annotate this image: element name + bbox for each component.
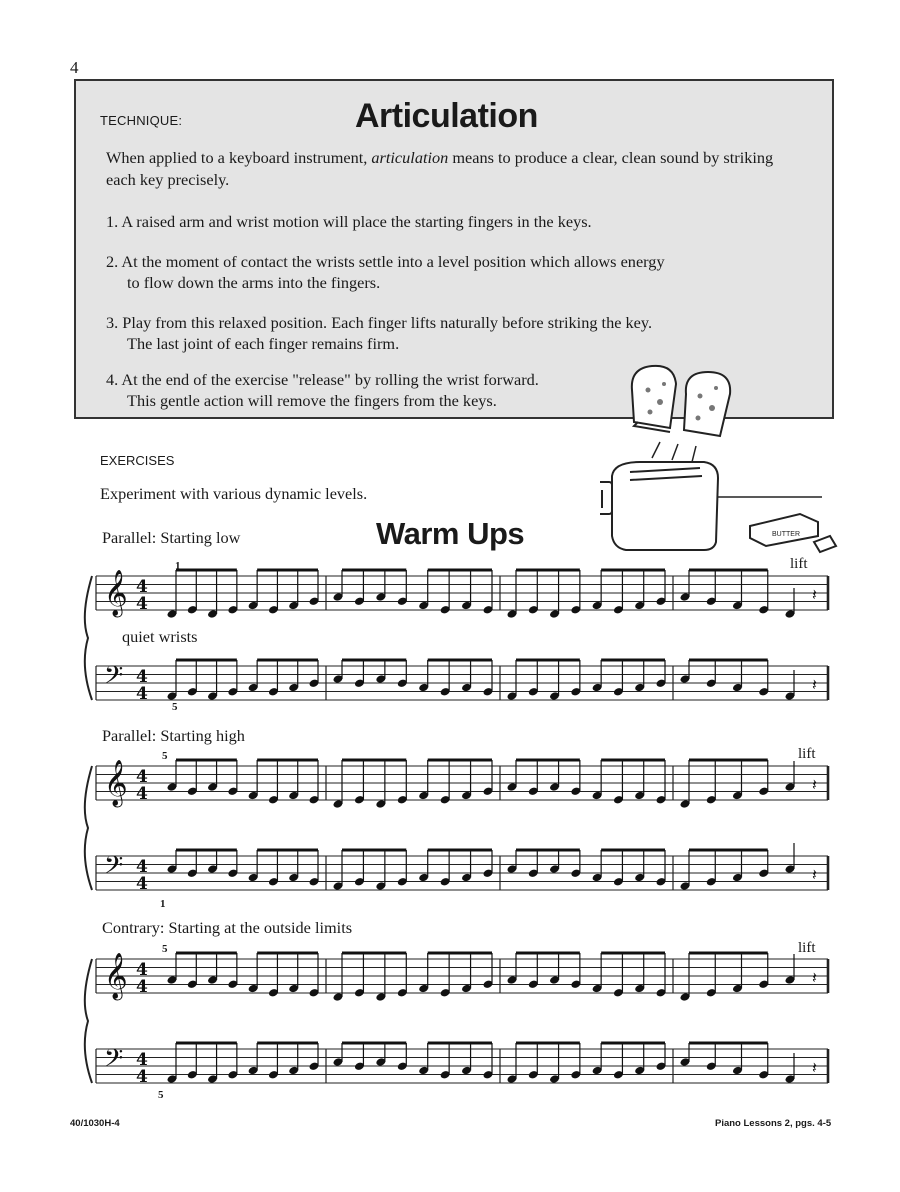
- grand-staff-brace: [85, 766, 92, 890]
- rest-icon: 𝄽: [812, 775, 817, 794]
- rest-icon: 𝄽: [812, 865, 817, 884]
- technique-step: 3. Play from this relaxed position. Each finger lifts naturally before striking the key. The last joint of each finger remains firm.: [106, 313, 653, 353]
- treble-clef-icon: 𝄞: [104, 570, 128, 616]
- svg-text:BUTTER: BUTTER: [772, 531, 800, 538]
- intro-emphasis: articulation: [371, 148, 449, 167]
- intro-suffix: means to produce a clear, clean sound by striking each key precisely.: [106, 148, 774, 189]
- time-signature: 4: [136, 977, 148, 997]
- quiet-wrists-annotation: quiet wrists: [122, 627, 198, 646]
- rest-icon: 𝄽: [812, 968, 817, 987]
- section-label: Contrary: Starting at the outside limits: [102, 918, 353, 937]
- time-signature: 4: [136, 594, 148, 614]
- time-signature: 4: [136, 767, 148, 787]
- rest-icon: 𝄽: [812, 675, 817, 694]
- footer-reference: Piano Lessons 2, pgs. 4-5: [715, 1118, 832, 1129]
- finger-number: 5: [162, 750, 168, 762]
- warm-ups-title: Warm Ups: [376, 516, 525, 551]
- exercises-label: EXERCISES: [100, 453, 175, 468]
- lift-marking: lift: [798, 746, 816, 762]
- page-title: Articulation: [355, 97, 538, 135]
- time-signature: 4: [136, 684, 148, 704]
- time-signature: 4: [136, 874, 148, 894]
- lift-marking: lift: [790, 556, 808, 572]
- bass-clef-icon: 𝄢: [104, 1044, 124, 1079]
- treble-clef-icon: 𝄞: [104, 760, 128, 806]
- intro-prefix: When applied to a keyboard instrument,: [106, 148, 372, 167]
- bass-clef-icon: 𝄢: [104, 851, 124, 886]
- time-signature: 4: [136, 960, 148, 980]
- footer-code: 40/1030H-4: [70, 1118, 120, 1129]
- bass-clef-icon: 𝄢: [104, 661, 124, 696]
- time-signature: 4: [136, 1050, 148, 1070]
- time-signature: 4: [136, 577, 148, 597]
- technique-step: 4. At the end of the exercise "release" by rolling the wrist forward. This gentle action will remove the fingers from the keys.: [106, 370, 539, 410]
- time-signature: 4: [136, 784, 148, 804]
- exercises-instruction: Experiment with various dynamic levels.: [100, 484, 368, 503]
- technique-step: 1. A raised arm and wrist motion will place the starting fingers in the keys.: [106, 212, 592, 231]
- treble-clef-icon: 𝄞: [104, 953, 128, 999]
- rest-icon: 𝄽: [812, 1058, 817, 1077]
- page-number: 4: [70, 58, 79, 77]
- finger-number: 5: [158, 1089, 164, 1101]
- finger-number: 5: [172, 701, 178, 713]
- time-signature: 4: [136, 1067, 148, 1087]
- grand-staff-brace: [85, 576, 92, 700]
- time-signature: 4: [136, 857, 148, 877]
- finger-number: 5: [162, 943, 168, 955]
- finger-number: 1: [175, 560, 181, 572]
- technique-step: 2. At the moment of contact the wrists settle into a level position which allows energy to flow down the arms into the fingers.: [106, 252, 665, 292]
- section-label: Parallel: Starting high: [102, 726, 245, 745]
- technique-label: TECHNIQUE:: [100, 113, 183, 128]
- finger-number: 1: [160, 898, 166, 910]
- rest-icon: 𝄽: [812, 585, 817, 604]
- section-label: Parallel: Starting low: [102, 528, 241, 547]
- time-signature: 4: [136, 667, 148, 687]
- lift-marking: lift: [798, 940, 816, 956]
- grand-staff-brace: [85, 959, 92, 1083]
